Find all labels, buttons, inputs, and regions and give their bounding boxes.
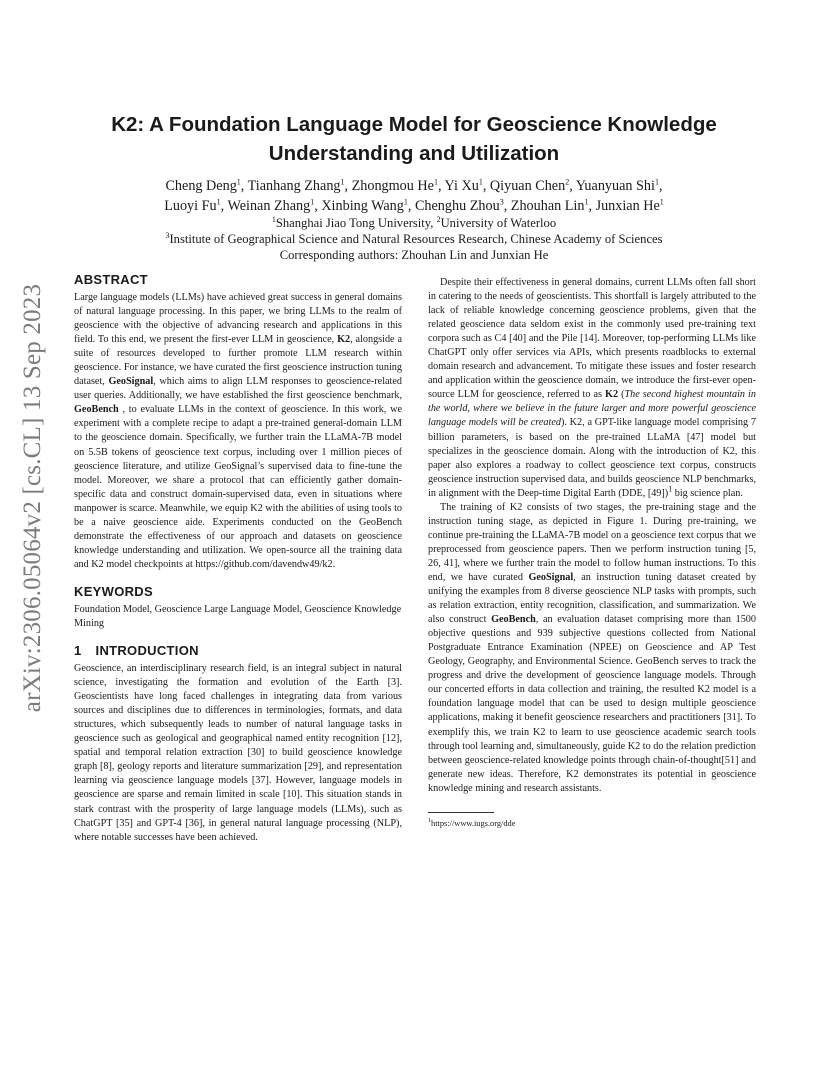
right-column [428, 276, 756, 829]
affiliation-1: $^1$Shanghai Jiao Tong University, $^2$University of Waterloo [271, 214, 557, 230]
abstract-heading: ABSTRACT [74, 272, 148, 287]
authors-line-1: Cheng Deng$^1$, Tianhang Zhang$^1$, Zhongmou He$^1$, Yi Xu$^1$, Qiyuan Chen$^2$, Yuanyuan Shi$^1$, [165, 177, 663, 194]
introduction-heading [74, 643, 402, 658]
paper-title: K2: A Foundation Language Model for Geoscience Knowledge Understanding and Utilization [111, 113, 717, 165]
footnote-rule [428, 812, 494, 813]
keywords-text: Foundation Model, Geoscience Large Language Model, Geoscience Knowledge Mining [74, 603, 402, 629]
affiliation-2: $^3$Institute of Geographical Science and Natural Resources Research, Chinese Academy of Sciences [165, 230, 663, 246]
left-column [74, 272, 402, 845]
intro-paragraph-1: Geoscience, an interdisciplinary research field, is an integral subject in natural science, investigating the formation and evolution of the Earth [3]. Geoscientists have long faced challenges in integrating data from various sources and disciplines due to differences in terminologies, formats, and data structures, which subsequently leads to number of natural language tasks in geoscience such as geological and geographical named entity recognition [12], spatial and temporal relation extraction [30] to build geoscience knowledge graph [8], geology reports and literature summarization [29], and representation learning via geoscience language models [37]. However, language models in geoscience are sparse and remain limited in scale [10]. This situation stands in stark contrast with the prosperity of large language models (LLMs), such as ChatGPT [35] and GPT-4 [36], in general natural language processing (NLP), where notable successes have been achieved. [74, 663, 402, 843]
arxiv-sidebar-stamp [16, 283, 50, 713]
authors-line-2: Luoyi Fu$^1$, Weinan Zhang$^1$, Xinbing Wang$^1$, Chenghu Zhou$^3$, Zhouhan Lin$^1$, Junxian He$^1$ [164, 197, 664, 214]
arxiv-id: arXiv:2306.05064v2 [cs.CL] 13 Sep 2023 [19, 283, 47, 713]
section-title: INTRODUCTION [95, 643, 199, 659]
intro-paragraph-2: Despite their effectiveness in general domains, current LLMs often fall short in catering to the needs of geoscientists. This shortfall is largely attributed to the lack of reliable knowledge concerning geoscience problems, given that the related geoscience data seldom exist in the commonly used pre-training text corpora such as C4 [40] and the Pile [14]. Moreover, top-performing LLMs like ChatGPT only offer services via APIs, which presents roadblocks to external domain research and advancement. To mitigate these issues and foster research and application within the geoscience domain, we introduce the first-ever open-source LLM for geoscience, referred to as K2 (The second highest mountain in the world, where we believe in the future larger and more powerful geoscience language models will be created). K2, a GPT-like language model comprising 7 billion parameters, is based on the pre-trained LLaMA [47] model but specializes in the geoscience domain. Along with the introduction of K2, this paper also explores a roadway to collect geoscience text corpus, constructs geoscience instruction supervised data, and builds geoscience NLP benchmarks, in alignment with the Deep-time Digital Earth (DDE, [49])$^1$ big science plan. [428, 277, 756, 499]
section-number: 1 [74, 643, 82, 659]
abstract-text: Large language models (LLMs) have achieved great success in general domains of natural language processing. In this paper, we bring LLMs to the realm of geoscience with the objective of advancing research and applications in this field. To this end, we present the first-ever LLM in geoscience, K2, alongside a suite of resources developed to further promote LLM research within geoscience. For instance, we have curated the first geoscience instruction tuning dataset, GeoSignal, which aims to align LLM responses to geoscience-related user queries. Additionally, we have established the first geoscience benchmark, GeoBench , to evaluate LLMs in the context of geoscience. In this work, we experiment with a complete recipe to adapt a pre-trained general-domain LLM to the geoscience domain. Specifically, we further train the LLaMA-7B model on 5.5B tokens of geoscience text corpus, including over 1 million pieces of geoscience literature, and utilize GeoSignal’s supervised data to fine-tune the model. Moreover, we share a protocol that can efficiently gather domain-specific data and construct domain-supervised data, even in situations where manpower is scarce. Meanwhile, we equip K2 with the abilities of using tools to be a naive geoscience aide. Experiments conducted on the GeoBench demonstrate the effectiveness of our approach and datasets on geoscience knowledge understanding and utilization. We open-source all the training data and K2 model checkpoints at https://github.com/davendw49/k2. [74, 292, 402, 570]
corresponding-authors: Corresponding authors: Zhouhan Lin and Junxian He [279, 248, 549, 262]
footnote: $^1$https://www.iugs.org/dde [428, 817, 516, 828]
intro-paragraph-3: The training of K2 consists of two stages, the pre-training stage and the instruction tuning stage, as depicted in Figure 1. During pre-training, we continue pre-training the LLaMA-7B model on a geoscience text corpus that we preprocessed from geoscience papers. Then we perform instruction tuning [5, 26, 41], where we further train the model to follow human instructions. To this end, we have curated GeoSignal, an instruction tuning dataset created by unifying the examples from 8 diverse geoscience NLP tasks with prompts, such as relation extraction, entity recognition, classification, and summarization. We also construct GeoBench, an evaluation dataset comprising more than 1500 objective questions and 939 subjective questions collected from National Postgraduate Entrance Examination (NPEE) on Geoscience and AP Test Geology, Geography, and Environmental Science. GeoBench serves to track the progress and drive the development of geoscience language models. Through our concerted efforts in data collection and training, the resulted K2 model is a foundation language model that can be used to design multiple geoscience applications, making it benefit geoscience researchers and practitioners [31]. To exemplify this, we train K2 to learn to use geoscience academic search tools through tool learning and, simultaneously, guide K2 to do the relation prediction between geoscience-related knowledge points through chain-of-thought[51] and generate new ideas. Therefore, K2 demonstrates its potential in geoscience knowledge mining and research assistants. [428, 501, 756, 794]
author-list [70, 176, 758, 216]
keywords-heading: KEYWORDS [74, 583, 153, 599]
